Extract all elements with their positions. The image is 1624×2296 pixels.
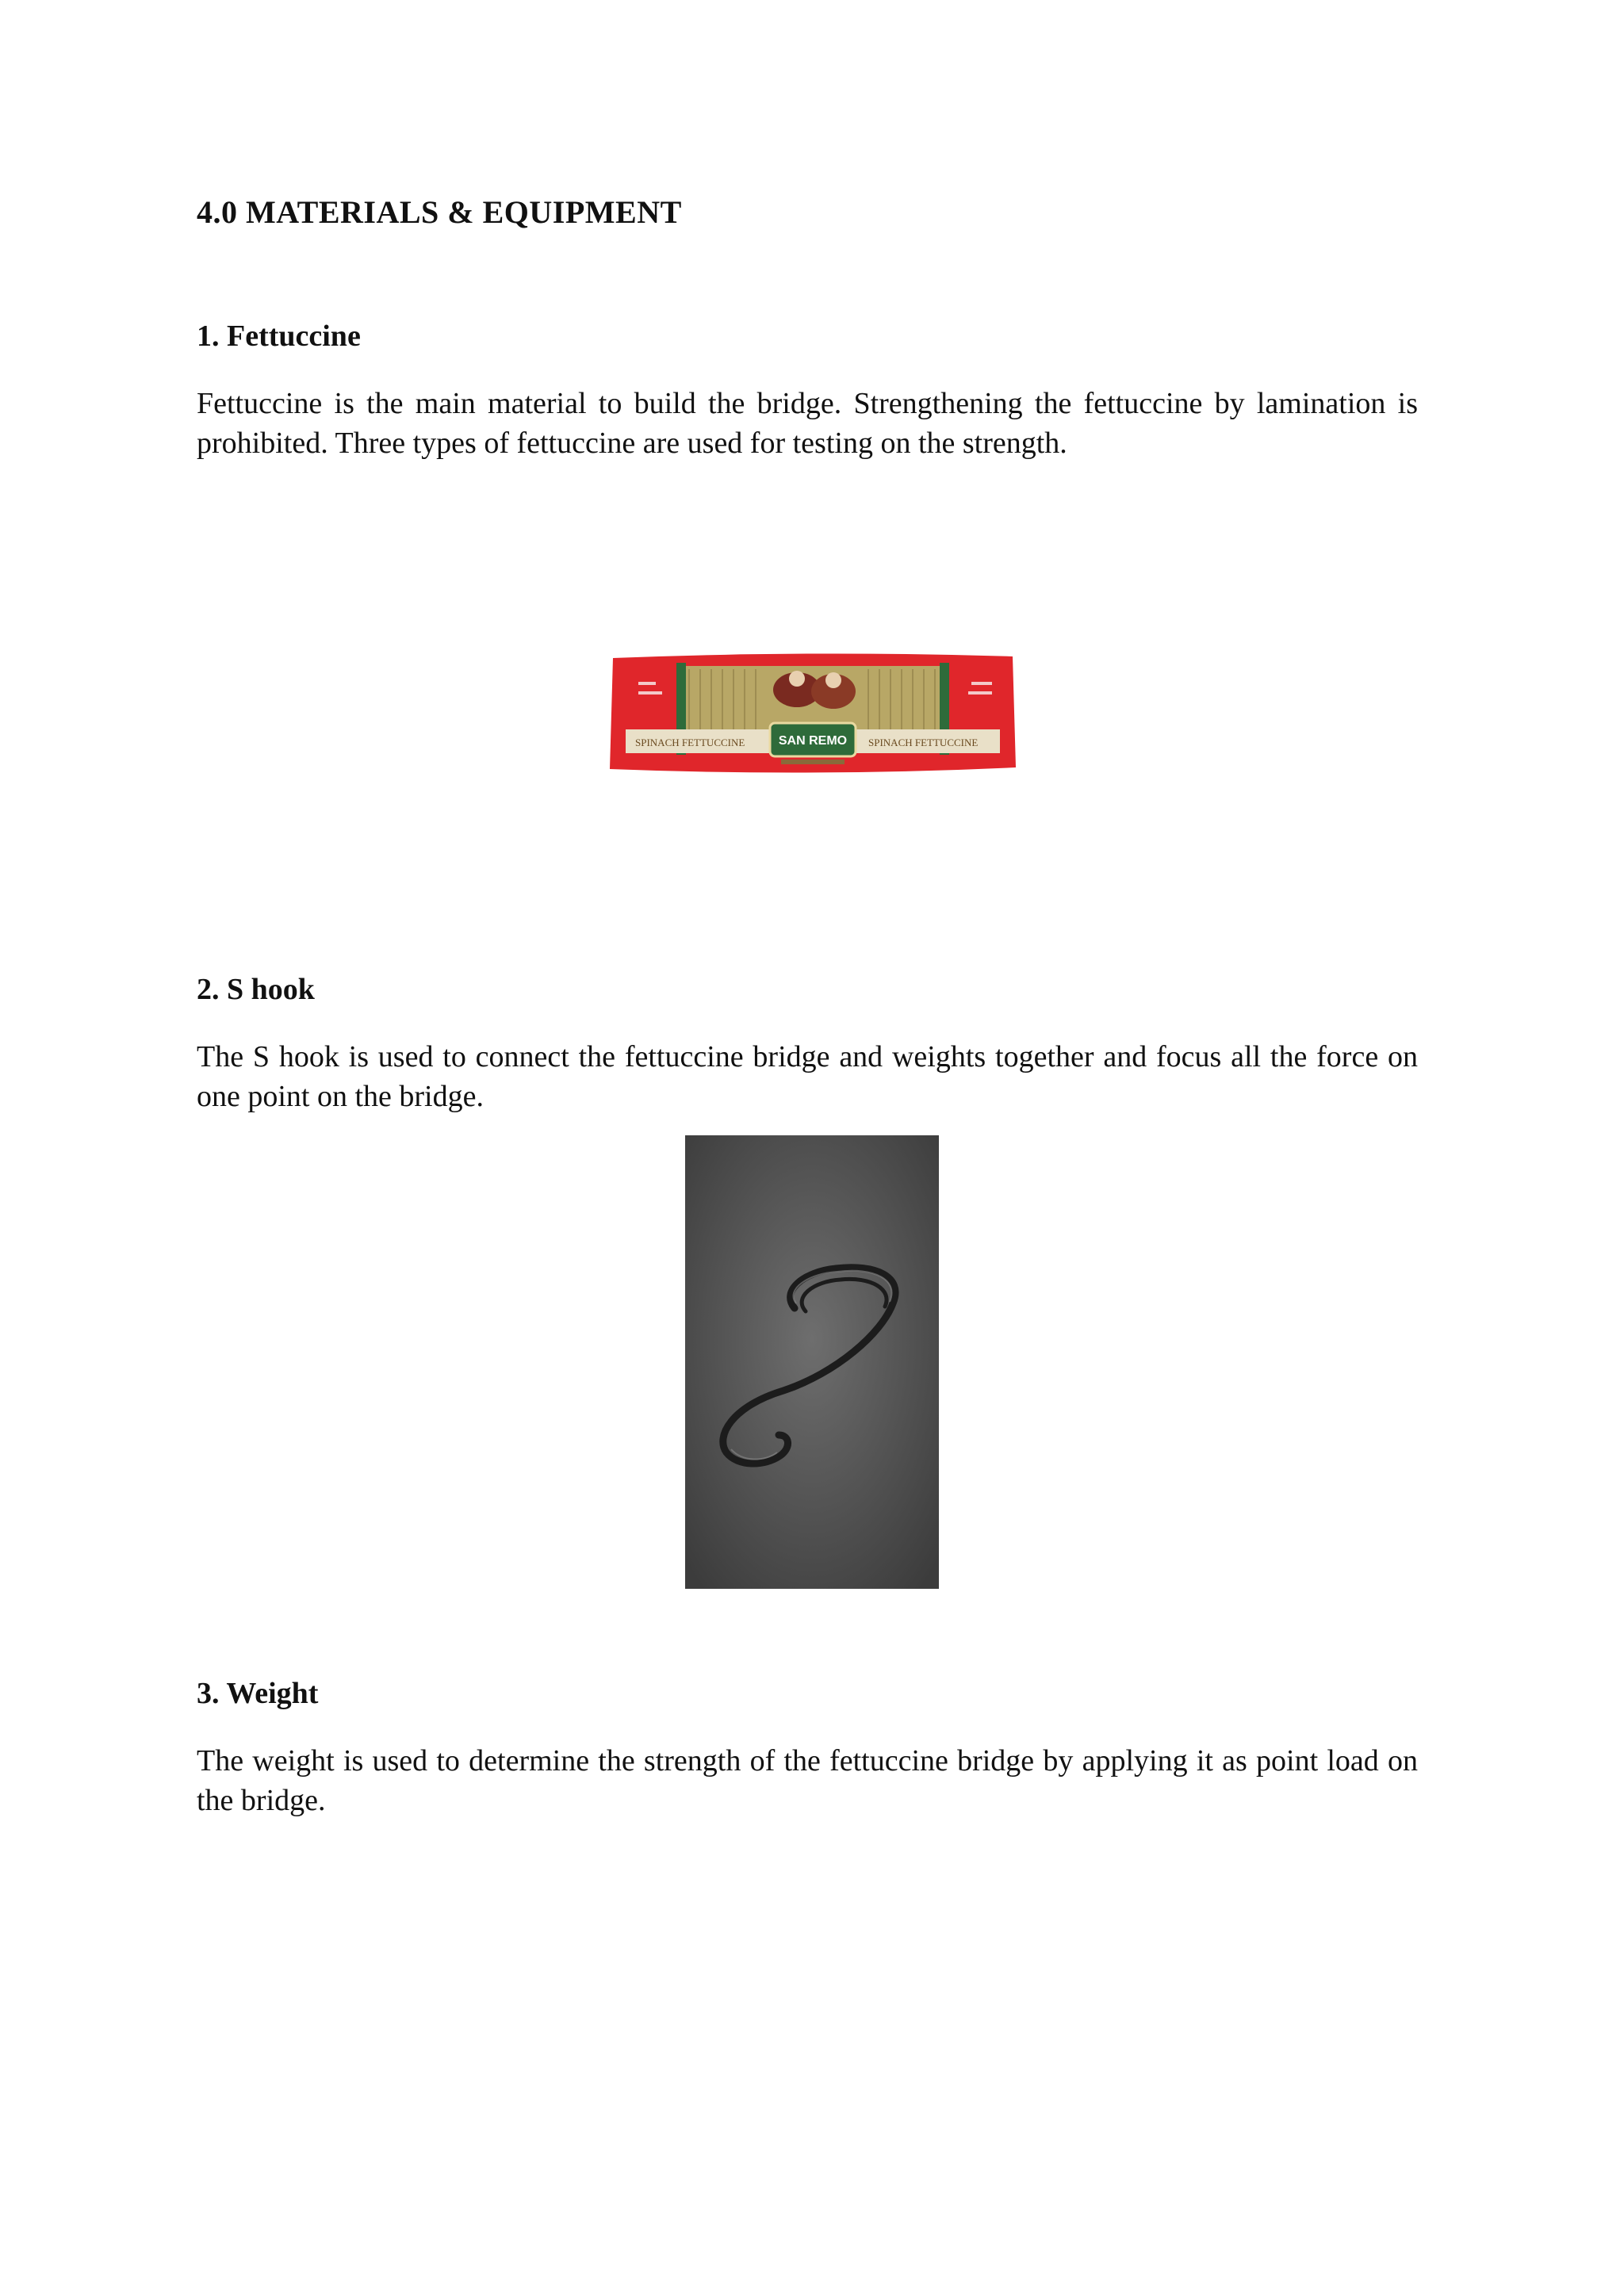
s-hook-image: [685, 1135, 939, 1589]
item-text-weight: The weight is used to determine the strength of the fettuccine bridge by applying it as point load on the bridge.: [197, 1744, 1418, 1817]
section-title: 4.0 MATERIALS & EQUIPMENT: [197, 194, 682, 230]
item-text-fettuccine: Fettuccine is the main material to build the bridge. Strengthening the fettuccine by lamination is prohibited. Three types of fettuccine are used for testing on the strength.: [197, 387, 1418, 460]
item-heading-s-hook: 2. S hook: [197, 973, 315, 1006]
package-right-label: SPINACH FETTUCCINE: [868, 737, 979, 748]
item-heading-weight: 3. Weight: [197, 1677, 319, 1710]
item-text-s-hook: The S hook is used to connect the fettuccine bridge and weights together and focus all the force on one point on the bridge.: [197, 1040, 1418, 1113]
item-heading-fettuccine: 1. Fettuccine: [197, 320, 361, 353]
package-brand-text: SAN REMO: [778, 734, 848, 748]
package-left-label: SPINACH FETTUCCINE: [635, 737, 745, 748]
fettuccine-package-image: [607, 650, 1019, 777]
